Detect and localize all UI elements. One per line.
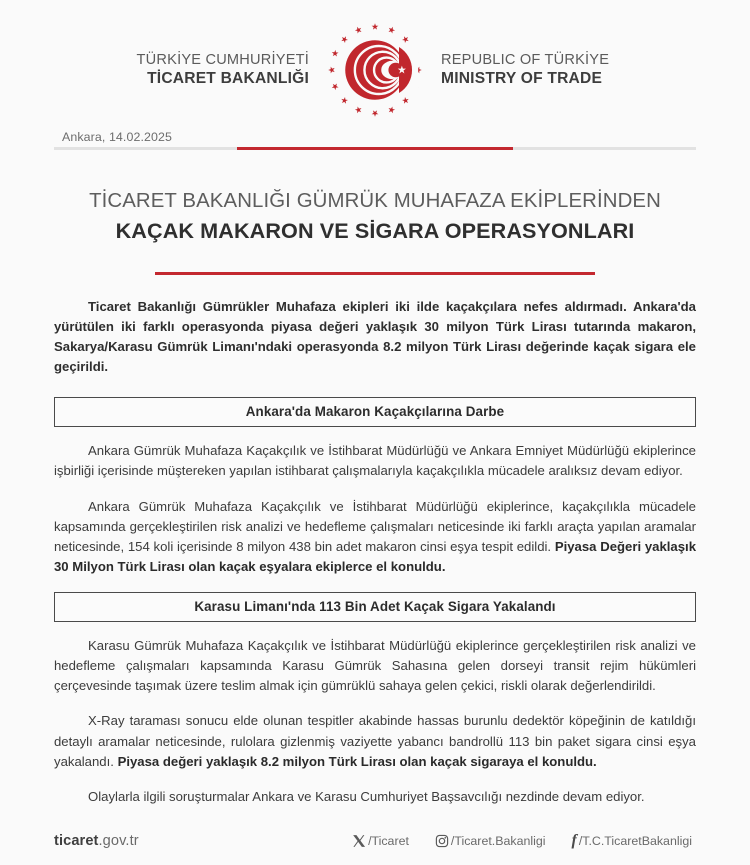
- ankara-paragraph-2: [54, 497, 696, 578]
- website-url-bold: ticaret: [54, 833, 99, 849]
- page-title: [0, 188, 750, 275]
- website-url[interactable]: [54, 833, 139, 849]
- dateline: Ankara, 14.02.2025: [62, 130, 172, 144]
- ankara-paragraph-1: Ankara Gümrük Muhafaza Kaçakçılık ve İstihbarat Müdürlüğü ve Ankara Emniyet Müdürlüğü ekiplerince işbirliği içerisinde müştereken yapılan istihbarat çalışmalarıyla kaçakçılıkla mücadele aralıksız devam ediyor.: [54, 443, 696, 479]
- karasu-seizure-value: Piyasa değeri yaklaşık 8.2 milyon Türk Lirası olan kaçak sigaraya el konuldu.: [117, 753, 597, 769]
- social-handle-facebook: /T.C.TicaretBakanligi: [578, 834, 692, 848]
- ankara-paragraph-2-text: Ankara Gümrük Muhafaza Kaçakçılık ve İstihbarat Müdürlüğü ekiplerince, kaçakçılıkla mücadele kapsamında gerçekleştirilen risk analizi ve hedefleme çalışmaları neticesinde iki farklı araçta yapılan aramalar neticesinde, 154 koli içerisinde 8 milyon 438 bin adet makaron cinsi eşya tespit edildi.: [54, 498, 696, 554]
- social-links: [352, 833, 696, 849]
- social-link-x[interactable]: [352, 834, 409, 848]
- footer: [0, 833, 750, 849]
- masthead-turkish-line2: TİCARET BAKANLIĞI: [147, 70, 309, 88]
- masthead: [0, 0, 750, 124]
- lead-paragraph: Ticaret Bakanlığı Gümrükler Muhafaza ekipleri iki ilde kaçakçılara nefes aldırmadı. Ankara'da yürütülen iki farklı operasyonda piyasa değeri yaklaşık 30 milyon Türk Lirası tutarında makaron, Sakarya/Karasu Gümrük Limanı'ndaki operasyonda 8.2 milyon Türk Lirası değerinde kaçak sigara ele geçirildi.: [54, 298, 696, 375]
- masthead-english-line2: MINISTRY OF TRADE: [441, 70, 603, 88]
- section-banner-ankara: Ankara'da Makaron Kaçakçılarına Darbe: [54, 397, 696, 427]
- closing-paragraph: Olaylarla ilgili soruşturmalar Ankara ve Karasu Cumhuriyet Başsavcılığı nezdinde devam ediyor.: [88, 788, 645, 804]
- page-title-line2: KAÇAK MAKARON VE SİGARA OPERASYONLARI: [115, 217, 635, 243]
- social-link-instagram[interactable]: [435, 834, 546, 848]
- article-body: [0, 297, 750, 807]
- date-row: [0, 130, 750, 150]
- title-accent-bar: [155, 272, 595, 275]
- facebook-icon: f: [571, 832, 577, 849]
- karasu-paragraph-2: [54, 711, 696, 771]
- masthead-english-line1: REPUBLIC OF TÜRKİYE: [441, 51, 610, 68]
- social-handle-instagram: /Ticaret.Bakanligi: [450, 834, 546, 848]
- ankara-seizure-value: Piyasa Değeri yaklaşık 30 Milyon Türk Lirası olan kaçak eşyalara ekiplerce el konuldu.: [54, 538, 696, 574]
- turkish-ministry-of-trade-emblem: [327, 22, 423, 118]
- karasu-paragraph-1: Karasu Gümrük Muhafaza Kaçakçılık ve İstihbarat Müdürlüğü ekiplerince gerçekleştirilen risk analizi ve hedefleme çalışmaları kapsamında Karasu Gümrük Sahasına gelen dorseyi transit rejim hükümleri çerçevesinde taşımak üzere teslim almak için gümrüklü sahaya gelen çekici, riskli olarak değerlendirildi.: [54, 638, 696, 694]
- x-twitter-icon: [352, 834, 366, 848]
- masthead-english: [423, 51, 673, 90]
- header-divider: [54, 147, 696, 150]
- instagram-icon: [435, 834, 449, 848]
- page-title-line1: TİCARET BAKANLIĞI GÜMRÜK MUHAFAZA EKİPLERİNDEN: [89, 190, 661, 212]
- karasu-paragraph-2-text: X-Ray taraması sonucu elde olunan tespitler akabinde hassas burunlu dedektör köpeğinin de katıldığı detaylı aramalar neticesinde, rulolara gizlenmiş vaziyette yabancı bandrollü 113 bin paket sigara cinsi eşya yakalandı.: [54, 713, 696, 769]
- social-link-facebook[interactable]: [572, 833, 693, 849]
- social-handle-x: /Ticaret: [368, 834, 409, 848]
- masthead-turkish-line1: TÜRKİYE CUMHURİYETİ: [136, 51, 309, 68]
- section-banner-karasu: Karasu Limanı'nda 113 Bin Adet Kaçak Sigara Yakalandı: [54, 592, 696, 622]
- masthead-turkish: [77, 51, 327, 90]
- header-divider-accent: [237, 147, 513, 150]
- website-url-rest: .gov.tr: [98, 833, 139, 849]
